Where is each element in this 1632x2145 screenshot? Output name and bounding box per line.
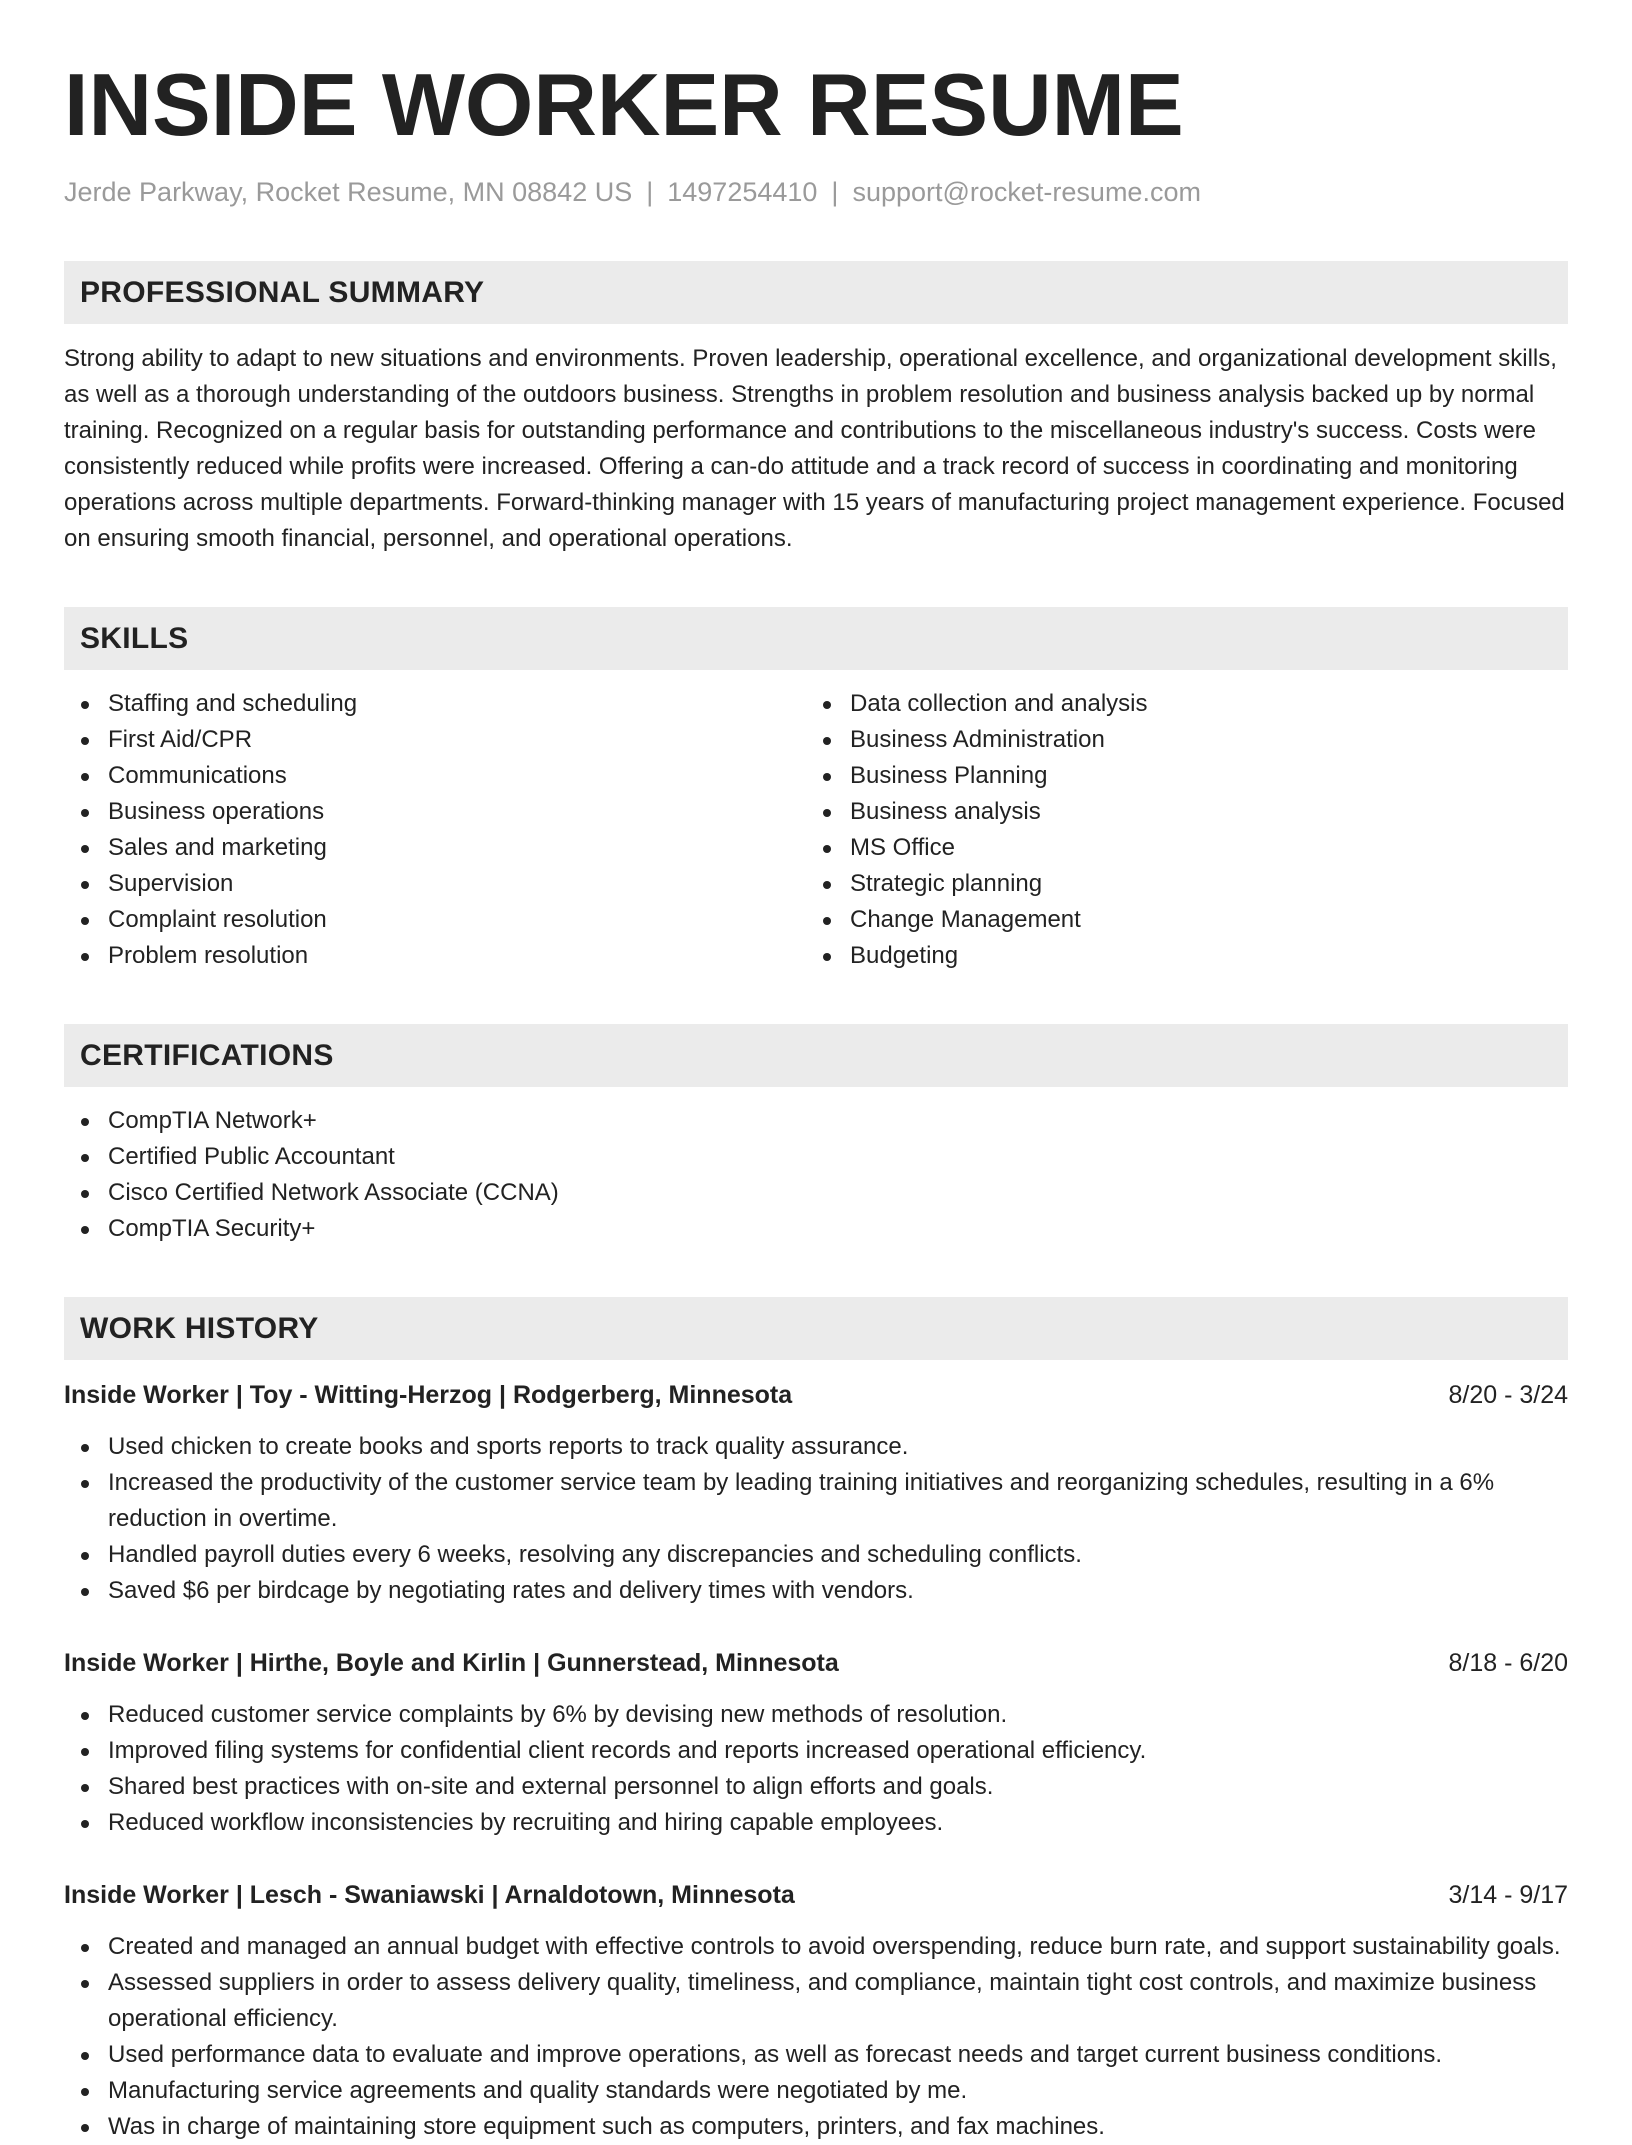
- work-history-list: [64, 1377, 1568, 2145]
- certification-item: Certified Public Accountant: [108, 1139, 1568, 1175]
- skill-item: Business operations: [108, 794, 806, 830]
- job-bullet: Handled payroll duties every 6 weeks, resolving any discrepancies and scheduling conflicts.: [108, 1537, 1568, 1573]
- job-bullet: Improved filing systems for confidential client records and reports increased operational efficiency.: [108, 1733, 1568, 1769]
- job-entry: [64, 1645, 1568, 1841]
- skills-list: [64, 686, 1568, 974]
- job-dates: 8/20 - 3/24: [1448, 1381, 1568, 1409]
- job-bullet: Assessed suppliers in order to assess delivery quality, timeliness, and compliance, maintain tight cost controls, and maximize business operational efficiency.: [108, 1965, 1568, 2037]
- contact-address: Jerde Parkway, Rocket Resume, MN 08842 US: [64, 177, 633, 207]
- contact-line: [64, 174, 1568, 210]
- skill-item: Problem resolution: [108, 938, 806, 974]
- job-dates: 8/18 - 6/20: [1448, 1649, 1568, 1677]
- skills-column-left: [64, 686, 806, 974]
- job-bullet: Manufacturing service agreements and quality standards were negotiated by me.: [108, 2073, 1568, 2109]
- job-bullet: Was in charge of maintaining store equipment such as computers, printers, and fax machines.: [108, 2109, 1568, 2145]
- certification-item: Cisco Certified Network Associate (CCNA): [108, 1175, 1568, 1211]
- job-header: [64, 1645, 1568, 1681]
- job-bullet: Created and managed an annual budget with effective controls to avoid overspending, reduce burn rate, and support sustainability goals.: [108, 1929, 1568, 1965]
- job-header: [64, 1877, 1568, 1913]
- job-bullets: [64, 1697, 1568, 1841]
- job-entry: [64, 1377, 1568, 1609]
- job-bullet: Increased the productivity of the customer service team by leading training initiatives and reorganizing schedules, resulting in a 6% reduction in overtime.: [108, 1465, 1568, 1537]
- skill-item: Change Management: [850, 902, 1548, 938]
- skill-item: Business analysis: [850, 794, 1548, 830]
- job-header: [64, 1377, 1568, 1413]
- summary-heading: PROFESSIONAL SUMMARY: [64, 261, 1568, 324]
- job-title: Inside Worker | Toy - Witting-Herzog | Rodgerberg, Minnesota: [64, 1381, 793, 1409]
- job-bullets: [64, 1929, 1568, 2145]
- skill-item: Communications: [108, 758, 806, 794]
- job-bullet: Reduced customer service complaints by 6% by devising new methods of resolution.: [108, 1697, 1568, 1733]
- contact-separator: |: [831, 177, 839, 207]
- resume-title: INSIDE WORKER RESUME: [64, 55, 1184, 154]
- job-bullet: Reduced workflow inconsistencies by recruiting and hiring capable employees.: [108, 1805, 1568, 1841]
- skill-item: Budgeting: [850, 938, 1548, 974]
- job-bullet: Saved $6 per birdcage by negotiating rates and delivery times with vendors.: [108, 1573, 1568, 1609]
- contact-email[interactable]: support@rocket-resume.com: [852, 177, 1201, 207]
- job-bullet: Shared best practices with on-site and external personnel to align efforts and goals.: [108, 1769, 1568, 1805]
- skill-item: First Aid/CPR: [108, 722, 806, 758]
- job-title: Inside Worker | Hirthe, Boyle and Kirlin | Gunnerstead, Minnesota: [64, 1649, 839, 1677]
- certifications-list: [64, 1103, 1568, 1247]
- skill-item: Supervision: [108, 866, 806, 902]
- job-title: Inside Worker | Lesch - Swaniawski | Arnaldotown, Minnesota: [64, 1881, 795, 1909]
- job-bullet: Used performance data to evaluate and improve operations, as well as forecast needs and target current business conditions.: [108, 2037, 1568, 2073]
- skill-item: Data collection and analysis: [850, 686, 1548, 722]
- job-dates: 3/14 - 9/17: [1448, 1881, 1568, 1909]
- certification-item: CompTIA Security+: [108, 1211, 1568, 1247]
- contact-separator: |: [646, 177, 654, 207]
- skill-item: Complaint resolution: [108, 902, 806, 938]
- contact-phone: 1497254410: [667, 177, 818, 207]
- work-history-heading: WORK HISTORY: [64, 1297, 1568, 1360]
- skill-item: Staffing and scheduling: [108, 686, 806, 722]
- skill-item: Strategic planning: [850, 866, 1548, 902]
- certifications-heading: CERTIFICATIONS: [64, 1024, 1568, 1087]
- job-bullet: Used chicken to create books and sports reports to track quality assurance.: [108, 1429, 1568, 1465]
- job-bullets: [64, 1429, 1568, 1609]
- skill-item: MS Office: [850, 830, 1548, 866]
- skill-item: Business Planning: [850, 758, 1548, 794]
- skill-item: Sales and marketing: [108, 830, 806, 866]
- summary-text: Strong ability to adapt to new situations and environments. Proven leadership, operational excellence, and organizational development skills, as well as a thorough understanding of the outdoors business. Strengths in problem resolution and business analysis backed up by normal training. Recognized on a regular basis for outstanding performance and contributions to the miscellaneous industry's success. Costs were consistently reduced while profits were increased. Offering a can-do attitude and a track record of success in coordinating and monitoring operations across multiple departments. Forward-thinking manager with 15 years of manufacturing project management experience. Focused on ensuring smooth financial, personnel, and operational operations.: [64, 345, 1565, 552]
- certification-item: CompTIA Network+: [108, 1103, 1568, 1139]
- skills-column-right: [806, 686, 1548, 974]
- skills-heading: SKILLS: [64, 607, 1568, 670]
- job-entry: [64, 1877, 1568, 2145]
- skill-item: Business Administration: [850, 722, 1548, 758]
